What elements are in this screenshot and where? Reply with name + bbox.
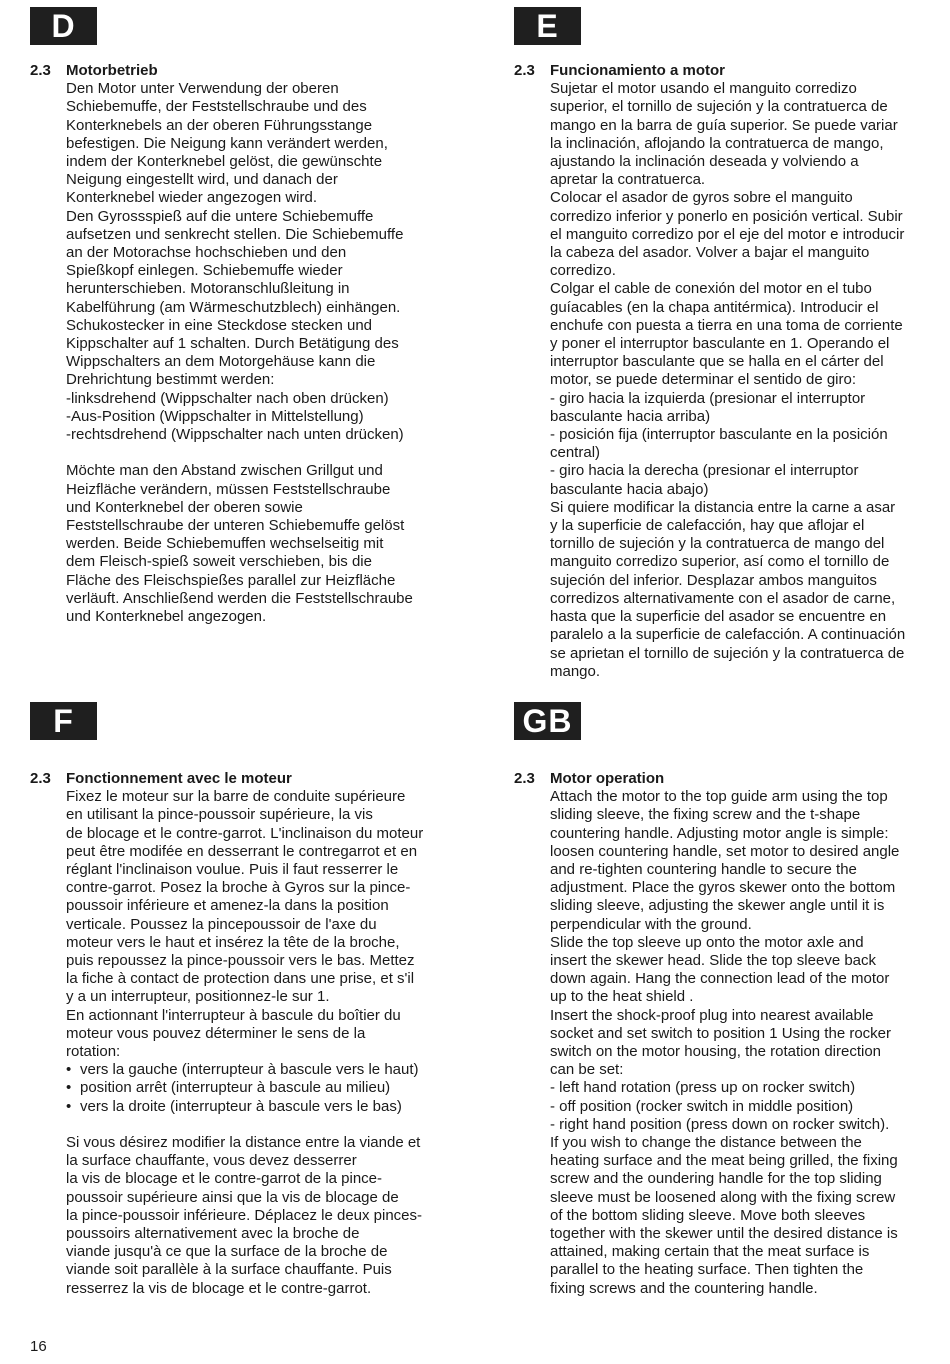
section-heading (30, 62, 470, 80)
section-heading (514, 62, 944, 80)
section-title: Motorbetrieb (66, 62, 158, 79)
section-heading (514, 770, 944, 788)
language-badge-es: E (514, 7, 581, 45)
page-number: 16 (30, 1338, 47, 1355)
section-body (30, 80, 470, 626)
paragraph: Sujetar el motor usando el manguito corredizo superior, el tornillo de sujeción y la contratuerca de mango en la barra de guía superior. Se puede variar la inclinación, aflojando la contratuerca de mango, ajustando la inclinación deseada y volviendo a apretar la contratuerca. Colocar el asador de gyros sobre el manguito corredizo inferior y ponerlo en posición vertical. Subir el manguito corredizo por el eje del motor e introducir la cabeza del asador. Volver a bajar el manguito corredizo. Colgar el cable de conexión del motor en el tubo guíacables (en la chapa antitérmica). Introducir el enchufe con puesta a tierra en una toma de corriente y poner el interruptor basculante en 1. Operando el interruptor basculante que se halla en el cárter del motor, se puede determinar el sentido de giro: - giro hacia la izquierda (presionar el interruptor basculante hacia arriba) - posición fija (interruptor basculante en la posición central) - giro hacia la derecha (presionar el interruptor basculante hacia abajo) Si quiere modificar la distancia entre la carne a asar y la superficie de calefacción, hay que aflojar el tornillo de sujeción y la contratuerca de mango del manguito corredizo superior, así como el tornillo de sujeción del inferior. Desplazar ambos manguitos corredizos alternativamente con el asador de carne, hasta que la superficie del asador se encuentre en paralelo a la superficie de calefacción. A continuación se aprietan el tornillo de sujeción y la contratuerca de mango. (550, 80, 906, 680)
paragraph-gap (66, 1116, 470, 1134)
section-number: 2.3 (30, 770, 51, 787)
section-de (30, 62, 470, 626)
section-title: Fonctionnement avec le moteur (66, 770, 292, 787)
paragraph: Fixez le moteur sur la barre de conduite supérieure en utilisant la pince-poussoir supérieure, la vis de blocage et le contre-garrot. L'inclinaison du moteur peut être modifée en desserrant le contregarrot et en réglant l'inclinaison voulue. Puis il faut resserrer le contre-garrot. Posez la broche à Gyros sur la pince- poussoir inférieure et amenez-la dans la position verticale. Poussez la pincepoussoir de l'axe du moteur vers le haut et insérez la tête de la broche, puis repoussez la pince-poussoir vers le bas. Mettez la fiche à contact de protection dans une prise, et s'il y a un interrupteur, positionnez-le sur 1. En actionnant l'interrupteur à bascule du boîtier du moteur vous pouvez déterminer le sens de la rotation: (66, 788, 424, 1061)
language-badge-fr: F (30, 702, 97, 740)
bullet-icon: • (66, 1079, 72, 1097)
language-badge-gb: GB (514, 702, 581, 740)
section-body (514, 788, 944, 1298)
paragraph: Möchte man den Abstand zwischen Grillgut und Heizfläche verändern, müssen Feststellschraube und Konterknebel der oberen sowie Feststellschraube der unteren Schiebemuffe gelöst werden. Beide Schiebemuffen wechselseitig mit dem Fleisch-spieß soweit verschieben, bis die Fläche des Fleischspießes parallel zur Heizfläche verläuft. Anschließend werden die Feststellschraube und Konterknebel angezogen. (66, 462, 413, 626)
paragraph: Den Motor unter Verwendung der oberen Schiebemuffe, der Feststellschraube und des Konterknebels an der oberen Führungsstange befestigen. Die Neigung kann verändert werden, indem der Konterknebel gelöst, die gewünschte Neigung eingestellt wird, und danach der Konterknebel wieder angezogen wird. Den Gyrossspieß auf die untere Schiebemuffe aufsetzen und senkrecht stellen. Die Schiebemuffe an der Motorachse hochschieben und den Spießkopf einlegen. Schiebemuffe wieder herunterschieben. Motoranschlußleitung in Kabelführung (am Wärmeschutzblech) einhängen. Schukostecker in eine Steckdose stecken und Kippschalter auf 1 schalten. Durch Betätigung des Wippschalters an dem Motorgehäuse kann die Drehrichtung bestimmt werden: -linksdrehend (Wippschalter nach oben drücken) -Aus-Position (Wippschalter in Mittelstellung) -rechtsdrehend (Wippschalter nach unten drücken) (66, 80, 404, 444)
section-fr (30, 770, 470, 1298)
language-badge-de: D (30, 7, 97, 45)
list-item-text: vers la droite (interrupteur à bascule vers le bas) (80, 1097, 402, 1115)
list-item-text: vers la gauche (interrupteur à bascule vers le haut) (80, 1061, 419, 1079)
section-heading (30, 770, 470, 788)
section-es (514, 62, 944, 681)
section-gb (514, 770, 944, 1298)
section-body (30, 788, 470, 1298)
section-number: 2.3 (514, 770, 535, 787)
section-body (514, 80, 944, 681)
list-item (66, 1098, 470, 1116)
section-title: Motor operation (550, 770, 665, 787)
section-title: Funcionamiento a motor (550, 62, 726, 79)
bullet-icon: • (66, 1097, 72, 1115)
rotation-bullet-list (66, 1061, 470, 1116)
section-number: 2.3 (30, 62, 51, 79)
bullet-icon: • (66, 1061, 72, 1079)
paragraph-gap (66, 444, 470, 462)
section-number: 2.3 (514, 62, 535, 79)
list-item (66, 1079, 470, 1097)
list-item (66, 1061, 470, 1079)
list-item-text: position arrêt (interrupteur à bascule au milieu) (80, 1079, 391, 1097)
paragraph: Attach the motor to the top guide arm using the top sliding sleeve, the fixing screw and the t-shape countering handle. Adjusting motor angle is simple: loosen countering handle, set motor to desired angle and re-tighten countering handle to secure the adjustment. Place the gyros skewer onto the bottom sliding sleeve, adjusting the skewer angle until it is perpendicular with the ground. Slide the top sleeve up onto the motor axle and insert the skewer head. Slide the top sleeve back down again. Hang the connection lead of the motor up to the heat shield . Insert the shock-proof plug into nearest available socket and set switch to position 1 Using the rocker switch on the motor housing, the rotation direction can be set: - left hand rotation (press up on rocker switch) - off position (rocker switch in middle position) - right hand position (press down on rocker switch). If you wish to change the distance between the heating surface and the meat being grilled, the fixing screw and the oundering handle for the top sliding sleeve must be loosened along with the fixing screw of the bottom sliding sleeve. Move both sleeves together with the skewer until the desired distance is attained, making certain that the meat surface is parallel to the heating surface. Then tighten the fixing screws and the countering handle. (550, 788, 900, 1297)
paragraph: Si vous désirez modifier la distance entre la viande et la surface chauffante, vous devez desserrer la vis de blocage et le contre-garrot de la pince- poussoir supérieure ainsi que la vis de blocage de la pince-poussoir inférieure. Déplacez le deux pinces- poussoirs alternativement avec la broche de viande jusqu'à ce que la surface de la broche de viande soit parallèle à la surface chauffante. Puis resserrez la vis de blocage et le contre-garrot. (66, 1134, 423, 1297)
